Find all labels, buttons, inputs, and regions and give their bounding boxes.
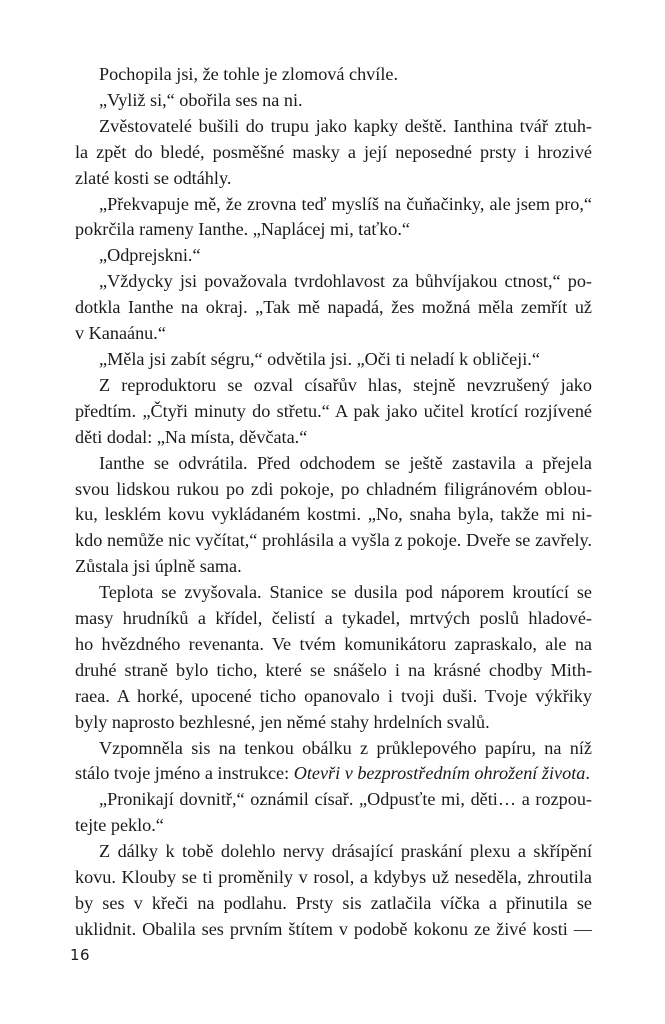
text-line: dotkla Ianthe na okraj. „Tak mě napadá, žes možná měla zemřít už <box>75 297 592 318</box>
paragraph <box>75 88 592 114</box>
text-line: „Pronikají dovnitř,“ oznámil císař. „Odpusťte mi, děti… a rozpou- <box>99 789 592 810</box>
paragraph <box>75 787 592 839</box>
text-line: kovu. Klouby se ti proměnily v rosol, a kdybys už neseděla, zhroutila <box>75 867 592 888</box>
text-line: ho hvězdného revenanta. Ve tvém komunikátoru zapraskalo, ale na <box>75 633 592 654</box>
text-line: tejte peklo.“ <box>75 815 164 836</box>
paragraph <box>75 347 592 373</box>
paragraph <box>75 839 592 943</box>
text-line: svou lidskou rukou po zdi pokoje, po chladném filigránovém oblou- <box>75 478 592 499</box>
text-line: raea. A horké, upocené ticho opanovalo i tvoji duši. Tvoje výkřiky <box>75 685 592 706</box>
text-line: by ses v křeči na podlahu. Prsty sis zatlačila víčka a přinutila se <box>75 893 592 913</box>
text-line: Z dálky k tobě dolehlo nervy drásající praskání plexu a skřípění <box>99 841 592 862</box>
paragraph <box>75 451 592 581</box>
text-line: ku, lesklém kovu vykládaném kostmi. „No, snaha byla, takže mi ni- <box>75 504 592 525</box>
text-run: stálo tvoje jméno a instrukce: <box>75 763 294 784</box>
italic-instruction: Otevři v bezprostředním ohrožení života <box>293 763 586 784</box>
paragraph <box>75 192 592 244</box>
book-page-text <box>75 62 592 943</box>
paragraph <box>75 373 592 451</box>
text-line: Ianthe se odvrátila. Před odchodem se ještě zastavila a přejela <box>99 452 592 473</box>
paragraph <box>75 269 592 347</box>
text-line: děti dodal: „Na místa, děvčata.“ <box>75 426 308 447</box>
paragraph <box>75 580 592 735</box>
text-line: Teplota se zvyšovala. Stanice se dusila pod náporem kroutící se <box>99 582 592 603</box>
text-line: „Odprejskni.“ <box>99 245 201 266</box>
paragraph <box>75 114 592 192</box>
text-line: pokrčila rameny Ianthe. „Naplácej mi, taťko.“ <box>75 219 410 240</box>
text-line: „Vždycky jsi považovala tvrdohlavost za bůhvíjakou ctnost,“ po- <box>99 271 592 292</box>
paragraph <box>75 243 592 269</box>
page-number: 16 <box>70 946 91 964</box>
text-line: Vzpomněla sis na tenkou obálku z průklepového papíru, na níž <box>99 737 592 758</box>
text-line <box>75 761 592 787</box>
text-line: la zpět do bledé, posměšné masky a její neposedné prsty i hrozivé <box>75 141 592 162</box>
text-line: Z reproduktoru se ozval císařův hlas, stejně nevzrušený jako <box>99 374 592 395</box>
text-line: Pochopila jsi, že tohle je zlomová chvíle. <box>99 64 399 84</box>
text-line: byly naprosto bezhlesné, jen němé stahy hrdelních svalů. <box>75 711 490 732</box>
text-line: „Vyliž si,“ obořila ses na ni. <box>99 89 303 110</box>
text-line: Zvěstovatelé bušili do trupu jako kapky deště. Ianthina tvář ztuh- <box>99 115 592 136</box>
paragraph <box>75 736 592 788</box>
text-line: v Kanaánu.“ <box>75 323 166 344</box>
text-line: zlaté kosti se odtáhly. <box>75 167 232 188</box>
text-line: „Překvapuje mě, že zrovna teď myslíš na čuňačinky, ale jsem pro,“ <box>99 193 592 214</box>
text-line: Zůstala jsi úplně sama. <box>75 556 242 577</box>
text-line: kdo nemůže nic vyčítat,“ prohlásila a vyšla z pokoje. Dveře se zavřely. <box>75 530 592 551</box>
text-line: masy hrudníků a křídel, čelistí a tykadel, mrtvých poslů hladové- <box>75 608 592 629</box>
text-line: „Měla jsi zabít ségru,“ odvětila jsi. „Oči ti neladí k obličeji.“ <box>99 348 540 369</box>
text-run: . <box>585 763 590 784</box>
text-line: předtím. „Čtyři minuty do střetu.“ A pak jako učitel krotící rozjívené <box>75 400 592 421</box>
text-line: uklidnit. Obalila ses prvním štítem v podobě kokonu ze živé kosti — <box>75 918 592 939</box>
text-line: druhé straně bylo ticho, které se snášelo i na krásné chodby Mith- <box>75 659 592 680</box>
paragraph <box>75 62 592 88</box>
